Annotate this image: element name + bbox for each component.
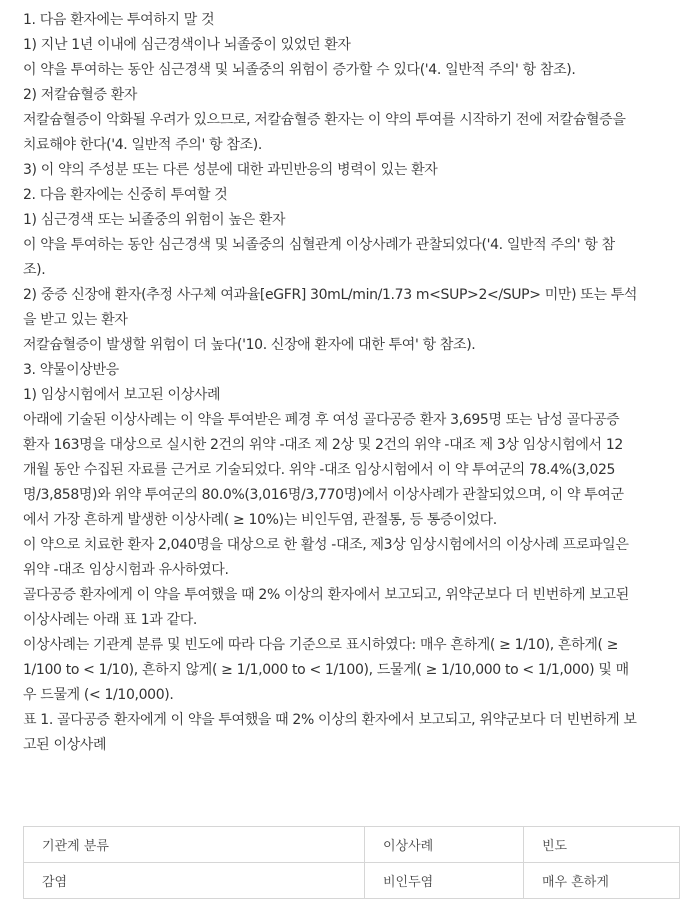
text-line: 개월 동안 수집된 자료를 근거로 기술되었다. 위약 -대조 임상시험에서 이 약 투여군의 78.4%(3,025 — [23, 462, 616, 478]
text-line: 2. 다음 환자에는 신중히 투여할 것 — [23, 187, 228, 203]
text-line: 1) 심근경색 또는 뇌졸중의 위험이 높은 환자 — [23, 212, 286, 228]
cell-frequency: 매우 흔하게 — [524, 863, 680, 899]
text-line: 을 받고 있는 환자 — [23, 312, 128, 328]
header-adverse-event: 이상사례 — [365, 827, 524, 863]
text-line: 2) 중증 신장애 환자(추정 사구체 여과율[eGFR] 30mL/min/1.73 m<SUP>2</SUP> 미만) 또는 투석 — [23, 287, 638, 303]
text-line: 2) 저칼슘혈증 환자 — [23, 87, 138, 103]
text-line: 이상사례는 기관계 분류 및 빈도에 따라 다음 기준으로 표시하였다: 매우 흔하게( ≥ 1/10), 흔하게( ≥ — [23, 637, 619, 653]
text-line: 명/3,858명)와 위약 투여군의 80.0%(3,016명/3,770명)에서 이상사례가 관찰되었으며, 이 약 투여군 — [23, 487, 624, 503]
text-line: 아래에 기술된 이상사례는 이 약을 투여받은 폐경 후 여성 골다공증 환자 3,695명 또는 남성 골다공증 — [23, 412, 620, 428]
table-header-row — [24, 827, 680, 863]
adverse-events-table — [23, 826, 680, 899]
text-line: 저칼슘혈증이 발생할 위험이 더 높다('10. 신장애 환자에 대한 투여' 항 참조). — [23, 337, 476, 353]
cell-organ-class: 감염 — [24, 863, 365, 899]
header-organ-class: 기관계 분류 — [24, 827, 365, 863]
text-line: 우 드물게 (< 1/10,000). — [23, 687, 174, 703]
text-line: 에서 가장 흔하게 발생한 이상사례( ≥ 10%)는 비인두염, 관절통, 등 통증이었다. — [23, 512, 497, 528]
text-line: 환자 163명을 대상으로 실시한 2건의 위약 -대조 제 2상 및 2건의 위약 -대조 제 3상 임상시험에서 12 — [23, 437, 623, 453]
text-line: 1) 지난 1년 이내에 심근경색이나 뇌졸중이 있었던 환자 — [23, 37, 351, 53]
text-line: 이 약을 투여하는 동안 심근경색 및 뇌졸중의 심혈관계 이상사례가 관찰되었다('4. 일반적 주의' 항 참 — [23, 237, 615, 253]
text-line: 저칼슘혈증이 악화될 우려가 있으므로, 저칼슘혈증 환자는 이 약의 투여를 시작하기 전에 저칼슘혈증을 — [23, 112, 626, 128]
cell-adverse-event: 비인두염 — [365, 863, 524, 899]
text-line: 이상사례는 아래 표 1과 같다. — [23, 612, 197, 628]
document-body — [23, 8, 685, 758]
text-line: 1. 다음 환자에는 투여하지 말 것 — [23, 12, 215, 28]
header-frequency: 빈도 — [524, 827, 680, 863]
text-line: 3) 이 약의 주성분 또는 다른 성분에 대한 과민반응의 병력이 있는 환자 — [23, 162, 438, 178]
text-line: 3. 약물이상반응 — [23, 362, 119, 378]
text-line: 위약 -대조 임상시험과 유사하였다. — [23, 562, 229, 578]
text-line: 골다공증 환자에게 이 약을 투여했을 때 2% 이상의 환자에서 보고되고, 위약군보다 더 빈번하게 보고된 — [23, 587, 629, 603]
text-line: 고된 이상사례 — [23, 737, 107, 753]
text-line: 이 약을 투여하는 동안 심근경색 및 뇌졸중의 위험이 증가할 수 있다('4. 일반적 주의' 항 참조). — [23, 62, 576, 78]
text-line: 표 1. 골다공증 환자에게 이 약을 투여했을 때 2% 이상의 환자에서 보고되고, 위약군보다 더 빈번하게 보 — [23, 712, 637, 728]
text-line: 치료해야 한다('4. 일반적 주의' 항 참조). — [23, 137, 262, 153]
text-line: 이 약으로 치료한 환자 2,040명을 대상으로 한 활성 -대조, 제3상 임상시험에서의 이상사례 프로파일은 — [23, 537, 629, 553]
text-line: 조). — [23, 262, 46, 278]
text-line: 1) 임상시험에서 보고된 이상사례 — [23, 387, 221, 403]
text-line: 1/100 to < 1/10), 흔하지 않게( ≥ 1/1,000 to < 1/100), 드물게( ≥ 1/10,000 to < 1/1,000) 및 매 — [23, 662, 629, 678]
